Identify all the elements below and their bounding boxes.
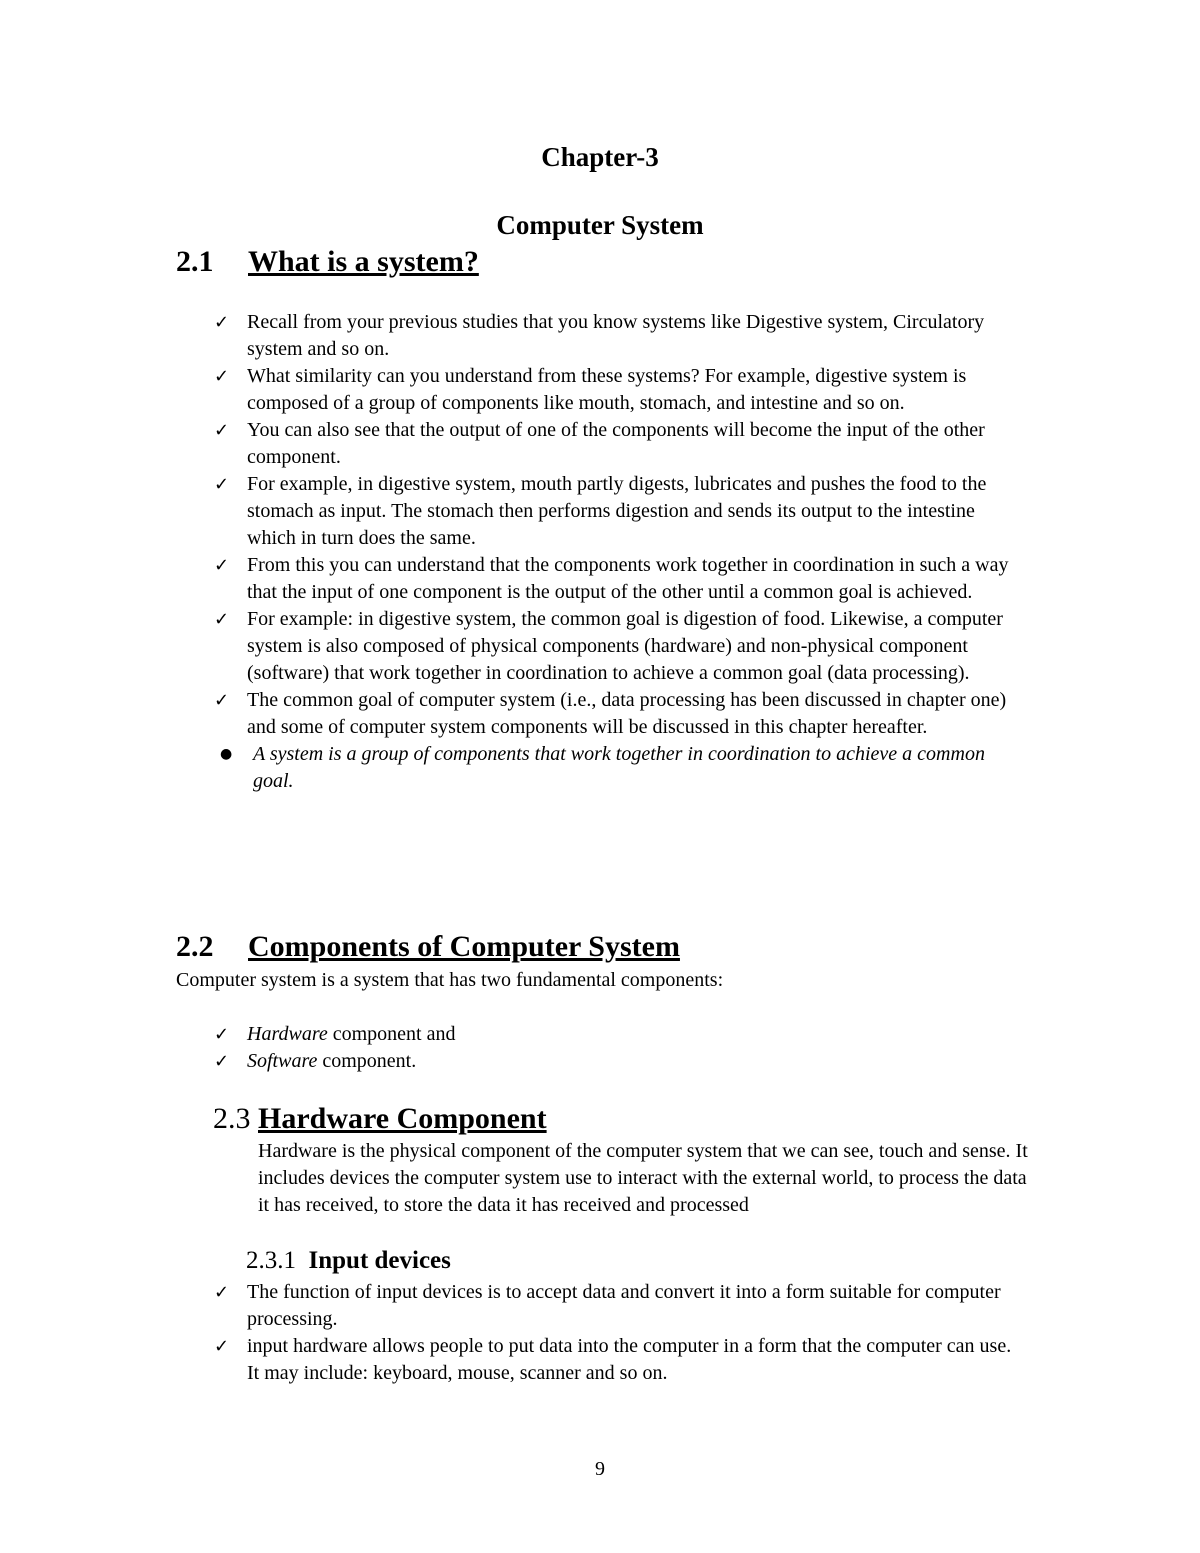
section-2-1-number: 2.1 [176,245,214,278]
checkmark-icon: ✓ [214,474,230,495]
list-item-text: The function of input devices is to accept data and convert it into a form suitable for computer processing. [247,1281,1001,1330]
section-2-3-1-title: Input devices [308,1247,451,1274]
input-devices-list [214,1279,1024,1387]
list-item [214,1279,1024,1333]
component-rest: component and [327,1023,456,1045]
components-list [214,1021,1024,1075]
section-2-2-number: 2.2 [176,930,214,963]
list-item-text: For example: in digestive system, the common goal is digestion of food. Likewise, a computer system is also composed of physical components (hardware) and non-physical component (software) that work together in coordination to achieve a common goal (data processing). [247,608,1003,684]
list-item-text: The common goal of computer system (i.e., data processing has been discussed in chapter one) and some of computer system components will be discussed in this chapter hereafter. [247,689,1007,738]
list-item [214,606,1024,687]
bullet-dot-icon: ● [220,746,233,762]
section-2-3-number: 2.3 [213,1102,251,1135]
component-term: Software [247,1050,318,1072]
definition-item [214,741,1024,795]
section-2-2-heading [176,929,680,965]
section-2-3-paragraph: Hardware is the physical component of the computer system that we can see, touch and sense. It includes devices the computer system use to interact with the external world, to process the data it has received, to store the data it has received and processed [258,1140,1028,1216]
list-item [214,552,1024,606]
checkmark-icon: ✓ [214,420,230,441]
component-rest: component. [317,1050,417,1072]
list-item-text: Recall from your previous studies that you know systems like Digestive system, Circulatory system and so on. [247,311,985,360]
checkmark-icon: ✓ [214,312,230,333]
list-item [214,309,1024,363]
component-term: Hardware [247,1023,328,1045]
checkmark-icon: ✓ [214,1336,230,1357]
section-2-1-heading [176,244,479,280]
section-2-2-title: Components of Computer System [248,930,680,963]
list-item [214,687,1024,741]
list-item [214,417,1024,471]
chapter-label: Chapter-3 [541,142,659,172]
section-2-3-heading [213,1101,547,1137]
list-item [214,363,1024,417]
checkmark-icon: ✓ [214,1024,230,1045]
list-item [214,1048,1024,1075]
list-item-text: You can also see that the output of one of the components will become the input of the other component. [247,419,985,468]
section-2-3-1-heading [246,1246,451,1276]
list-item [214,1021,1024,1048]
section-2-1-title: What is a system? [248,245,479,278]
page-number: 9 [595,1458,605,1480]
list-item [214,1333,1024,1387]
definition-text: A system is a group of components that work together in coordination to achieve a common goal. [253,743,985,792]
list-item-text: What similarity can you understand from these systems? For example, digestive system is composed of a group of components like mouth, stomach, and intestine and so on. [247,365,967,414]
checkmark-icon: ✓ [214,609,230,630]
checkmark-icon: ✓ [214,1282,230,1303]
section-2-3-1-number: 2.3.1 [246,1247,296,1274]
checkmark-icon: ✓ [214,1051,230,1072]
section-2-2-intro: Computer system is a system that has two fundamental components: [176,969,724,991]
list-item [214,471,1024,552]
chapter-title: Computer System [496,210,704,240]
list-item-text: input hardware allows people to put data into the computer in a form that the computer can use. It may include: keyboard, mouse, scanner and so on. [247,1335,1012,1384]
checkmark-icon: ✓ [214,555,230,576]
section-2-3-title: Hardware Component [258,1102,547,1135]
list-item-text: For example, in digestive system, mouth partly digests, lubricates and pushes the food to the stomach as input. The stomach then performs digestion and sends its output to the intestine which in turn does the same. [247,473,987,549]
section-2-1-bullet-list [214,309,1024,795]
checkmark-icon: ✓ [214,690,230,711]
checkmark-icon: ✓ [214,366,230,387]
list-item-text: From this you can understand that the components work together in coordination in such a way that the input of one component is the output of the other until a common goal is achieved. [247,554,1009,603]
